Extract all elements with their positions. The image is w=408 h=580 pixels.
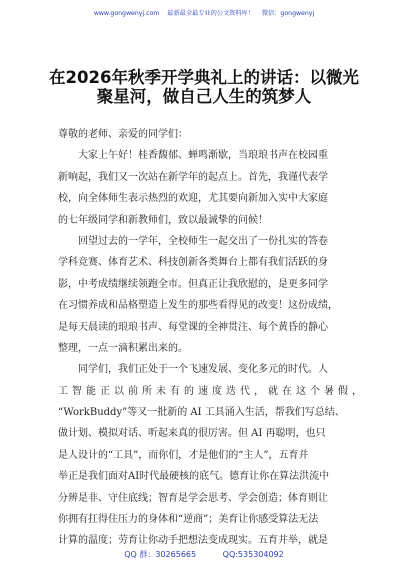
footer-qq: QQ:535304092 <box>222 550 284 559</box>
document-title <box>40 68 368 106</box>
page-footer <box>0 549 408 560</box>
body-line: 在习惯养成和品格塑造上发生的那些看得见的改变！这份成绩， <box>58 300 338 312</box>
body-line: 计算的温度；劳育让你动手把想法变成现实。五育并举，就是 <box>58 535 328 547</box>
body-line: 工智能正以前所未有的速度迭代，就在这个暑假， <box>58 385 362 397</box>
body-line: 校，向全体师生表示热烈的欢迎，尤其要向新加入实中大家庭 <box>58 193 328 205</box>
body-line: 整理，一点一滴积累出来的。 <box>58 342 188 354</box>
body-line: 影，中考成绩继续领跑全市。但真正让我欣慰的，是更多同学 <box>58 278 328 290</box>
header-site-link[interactable]: www.gongwenyj.com <box>93 10 160 17</box>
body-line: 举正是我们面对AI时代最硬核的底气。德育让你在算法洪流中 <box>58 471 330 483</box>
body-line: 分辨是非、守住底线；智育是学会思考、学会创造；体育则让 <box>58 492 328 504</box>
body-line: “WorkBuddy”等又一批新的 AI 工具涌入生活，帮我们写总结、 <box>58 407 345 419</box>
body-line: 同学们，我们正处于一个飞速发展、变化多元的时代。人 <box>78 364 328 376</box>
body-line: 学科竞赛、体育艺术、科技创新各类舞台上都有我们活跃的身 <box>58 257 328 269</box>
title-line-1: 在2026年秋季开学典礼上的讲话：以微光 <box>49 68 359 87</box>
body-line: 的七年级同学和新教师们，致以最诚挚的问候！ <box>58 214 268 226</box>
body-line: 是每天晨读的琅琅书声、每堂课的全神贯注、每个黄昏的静心 <box>58 321 328 333</box>
header-wechat: 微信：gongwenyj <box>261 10 315 17</box>
body-line: 新响起，我们又一次站在新学年的起点上。首先，我谨代表学 <box>58 171 328 183</box>
header-slogan: 最新最全最专业的公文资料库！ <box>167 10 254 17</box>
body-line: 回望过去的一学年，全校师生一起交出了一份扎实的答卷 <box>78 235 328 247</box>
body-line: 大家上午好！桂香馥郁、蝉鸣渐歇，当琅琅书声在校园重 <box>78 150 328 162</box>
body-line: 你拥有扛得住压力的身体和“逆商”；美育让你感受算法无法 <box>58 514 319 526</box>
document-body <box>58 124 362 552</box>
greeting: 尊敬的老师、亲爱的同学们： <box>58 129 188 140</box>
body-line: 是人设计的“工具”，而你们，才是他们的“主人”，五育并 <box>58 449 309 461</box>
page-header <box>0 8 408 17</box>
body-line: 做计划、模拟对话、听起来真的很厉害。但 AI 再聪明，也只 <box>58 428 326 440</box>
title-line-2: 聚星河，做自己人生的筑梦人 <box>96 87 312 106</box>
footer-qq-group: QQ 群：30265665 <box>124 550 197 559</box>
